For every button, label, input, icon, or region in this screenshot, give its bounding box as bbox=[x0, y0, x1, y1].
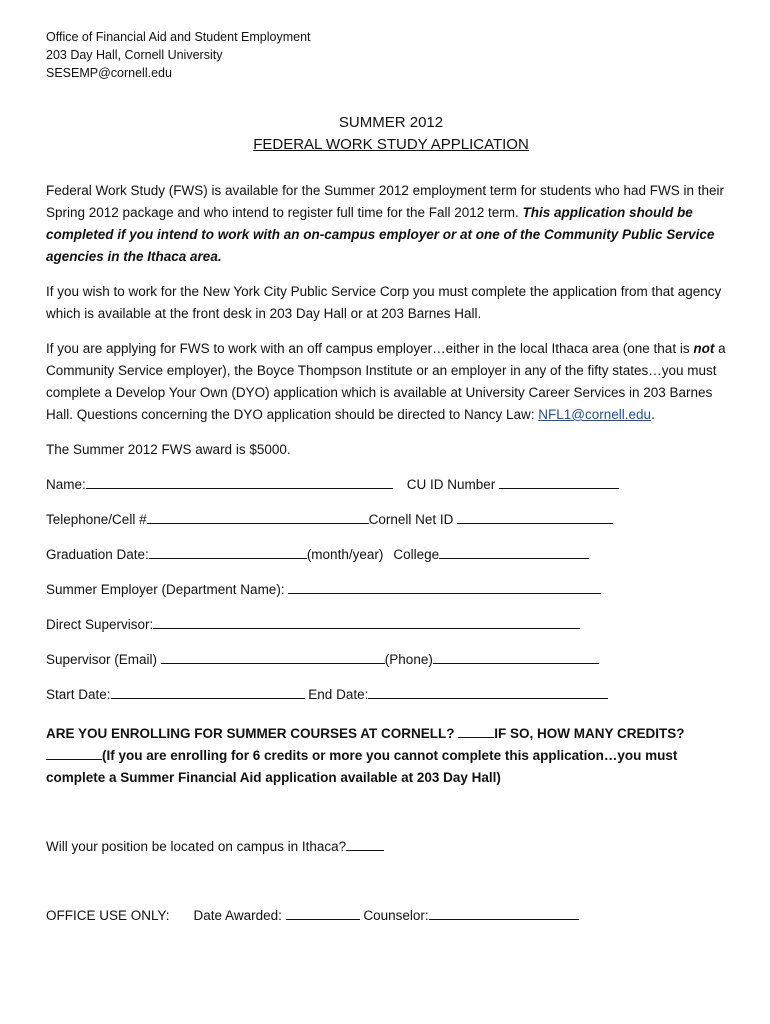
award-amount: The Summer 2012 FWS award is $5000. bbox=[46, 442, 291, 457]
dates-row bbox=[46, 684, 736, 706]
end-date-label: End Date: bbox=[308, 687, 369, 702]
off-campus-period: . bbox=[651, 407, 655, 422]
supervisor-field[interactable] bbox=[153, 614, 580, 629]
off-campus-paragraph bbox=[46, 338, 736, 426]
supervisor-email-field[interactable] bbox=[161, 649, 385, 664]
contact-email-link[interactable]: NFL1@cornell.edu bbox=[538, 407, 652, 422]
office-use-row bbox=[46, 905, 736, 927]
date-awarded-label: Date Awarded: bbox=[193, 908, 282, 923]
enrollment-question bbox=[46, 723, 736, 789]
netid-label: Cornell Net ID bbox=[368, 512, 454, 527]
supervisor-row bbox=[46, 614, 736, 636]
location-row bbox=[46, 836, 736, 858]
employer-label: Summer Employer (Department Name): bbox=[46, 582, 285, 597]
office-use-label: OFFICE USE ONLY: bbox=[46, 908, 170, 923]
start-date-field[interactable] bbox=[111, 684, 305, 699]
start-date-label: Start Date: bbox=[46, 687, 111, 702]
counselor-label: Counselor: bbox=[363, 908, 429, 923]
supervisor-phone-field[interactable] bbox=[433, 649, 599, 664]
eligibility-paragraph bbox=[46, 180, 736, 268]
grad-label: Graduation Date: bbox=[46, 547, 149, 562]
off-campus-not: not bbox=[693, 341, 715, 356]
application-form bbox=[46, 28, 736, 927]
grad-date-field[interactable] bbox=[149, 544, 307, 559]
phone-label: Telephone/Cell # bbox=[46, 512, 147, 527]
date-awarded-field[interactable] bbox=[286, 905, 360, 920]
supervisor-contact-row bbox=[46, 649, 736, 671]
enrollment-q2: IF SO, HOW MANY CREDITS? bbox=[494, 726, 685, 741]
cuid-field[interactable] bbox=[499, 474, 619, 489]
phone-field[interactable] bbox=[147, 509, 369, 524]
supervisor-phone-label: (Phone) bbox=[384, 652, 433, 667]
credits-answer-field[interactable] bbox=[46, 745, 102, 760]
title-form-name: FEDERAL WORK STUDY APPLICATION bbox=[253, 136, 529, 153]
name-label: Name: bbox=[46, 477, 86, 492]
college-field[interactable] bbox=[439, 544, 589, 559]
end-date-field[interactable] bbox=[368, 684, 608, 699]
office-email: SESEMP@cornell.edu bbox=[46, 66, 172, 80]
name-row bbox=[46, 474, 736, 496]
office-address: 203 Day Hall, Cornell University bbox=[46, 48, 223, 62]
counselor-field[interactable] bbox=[429, 905, 579, 920]
college-label: College bbox=[393, 547, 440, 562]
enrolling-answer-field[interactable] bbox=[458, 723, 494, 738]
document-title bbox=[46, 112, 736, 156]
location-question: Will your position be located on campus in Ithaca? bbox=[46, 839, 347, 854]
off-campus-text-b: a Community Service employer), the Boyce Thompson Institute or an employer in any of the fifty states…you must complete a Develop Your Own (DYO) application which is available at University Career Services in 203 Barnes Hall. Questions concerning the DYO application should be directed to Nancy Law: bbox=[46, 341, 726, 422]
phone-row bbox=[46, 509, 736, 531]
eligibility-emphasis: This application should be completed if you intend to work with an on-campus employer or at one of the Community Public Service agencies in the Ithaca area. bbox=[46, 205, 715, 264]
enrollment-note: (If you are enrolling for 6 credits or more you cannot complete this application…you must complete a Summer Financial Aid application available at 203 Day Hall) bbox=[46, 748, 678, 785]
netid-field[interactable] bbox=[457, 509, 613, 524]
office-name: Office of Financial Aid and Student Employment bbox=[46, 30, 311, 44]
enrollment-q1: ARE YOU ENROLLING FOR SUMMER COURSES AT CORNELL? bbox=[46, 726, 455, 741]
title-term: SUMMER 2012 bbox=[338, 114, 444, 131]
nyc-paragraph: If you wish to work for the New York City Public Service Corp you must complete the application from that agency which is available at the front desk in 203 Day Hall or at 203 Barnes Hall. bbox=[46, 284, 722, 321]
off-campus-text-a: If you are applying for FWS to work with an off campus employer…either in the local Ithaca area (one that is bbox=[46, 341, 690, 356]
supervisor-label: Direct Supervisor: bbox=[46, 617, 154, 632]
employer-row bbox=[46, 579, 736, 601]
supervisor-email-label: Supervisor (Email) bbox=[46, 652, 158, 667]
office-header bbox=[46, 28, 736, 82]
grad-hint: (month/year) bbox=[306, 547, 384, 562]
eligibility-text: Federal Work Study (FWS) is available for the Summer 2012 employment term for students who had FWS in their Spring 2012 package and who intend to register full time for the Fall 2012 term. bbox=[46, 183, 725, 220]
graduation-row bbox=[46, 544, 736, 566]
cuid-label: CU ID Number bbox=[406, 477, 496, 492]
location-answer-field[interactable] bbox=[346, 836, 384, 851]
name-field[interactable] bbox=[86, 474, 393, 489]
employer-field[interactable] bbox=[288, 579, 601, 594]
